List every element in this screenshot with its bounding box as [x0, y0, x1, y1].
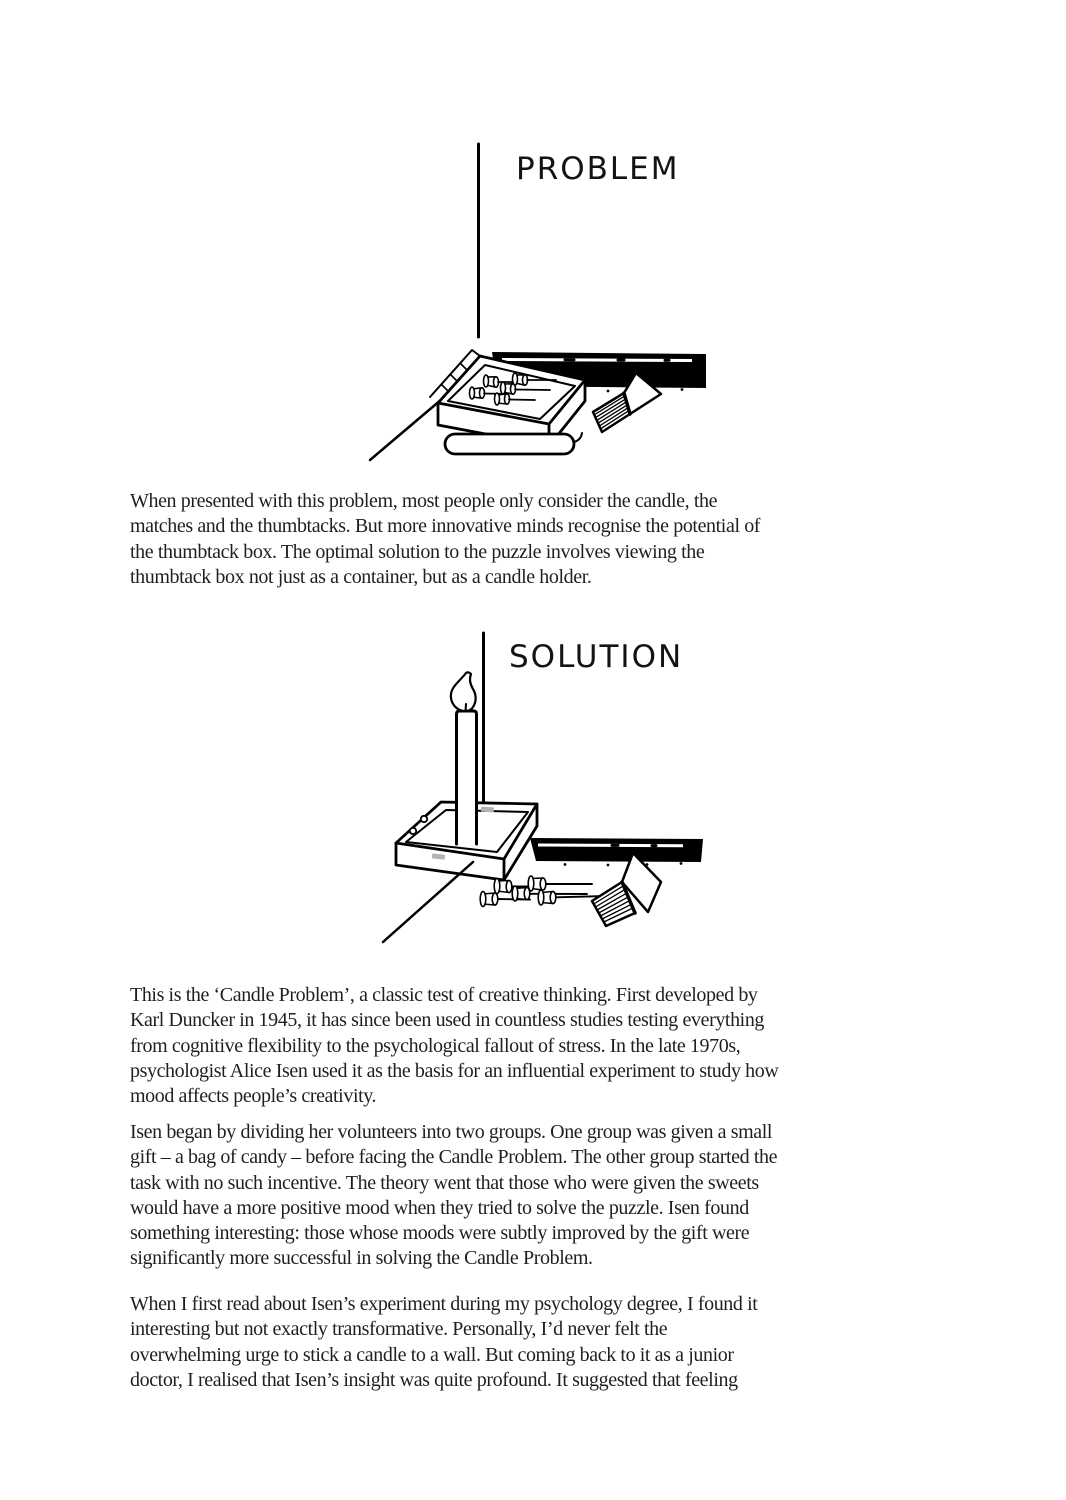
- tack-hole: [410, 828, 416, 834]
- text-line: Karl Duncker in 1945, it has since been used in countless studies testing everything: [130, 1009, 765, 1032]
- paragraph-4: [130, 1292, 946, 1393]
- text-line: overwhelming urge to stick a candle to a wall. But coming back to it as a junior: [130, 1343, 734, 1366]
- problem-figure: [360, 138, 710, 468]
- text-line: When presented with this problem, most people only consider the candle, the: [130, 490, 718, 512]
- text-line: thumbtack box not just as a container, but as a candle holder.: [130, 565, 592, 588]
- text-line: mood affects people’s creativity.: [130, 1085, 377, 1108]
- tack-hole: [421, 816, 427, 822]
- matchbook: [592, 853, 661, 926]
- table-edge-line: [383, 862, 473, 942]
- solution-title: SOLUTION: [509, 639, 684, 675]
- problem-title: PROBLEM: [516, 151, 680, 187]
- text-line: Isen began by dividing her volunteers into two groups. One group was given a small: [130, 1121, 773, 1143]
- text-line: significantly more successful in solving the Candle Problem.: [130, 1247, 593, 1270]
- candle-wick: [574, 433, 582, 442]
- candle-wick: [466, 704, 467, 711]
- table-edge-line: [370, 399, 442, 460]
- text-line: gift – a bag of candy – before facing the Candle Problem. The other group started the: [130, 1146, 778, 1169]
- text-line: This is the ‘Candle Problem’, a classic test of creative thinking. First developed by: [130, 984, 758, 1006]
- text-line: psychologist Alice Isen used it as the basis for an influential experiment to study how: [130, 1059, 779, 1082]
- solution-illustration: [380, 628, 720, 948]
- text-line: something interesting: those whose moods were subtly improved by the gift were: [130, 1222, 750, 1245]
- text-line: task with no such incentive. The theory went that those who were given the sweets: [130, 1171, 759, 1194]
- text-line: would have a more positive mood when they tried to solve the puzzle. Isen found: [130, 1196, 749, 1219]
- text-line: When I first read about Isen’s experiment during my psychology degree, I found it: [130, 1293, 758, 1315]
- text-line: the thumbtack box. The optimal solution to the puzzle involves viewing the: [130, 540, 705, 563]
- text-line: doctor, I realised that Isen’s insight was quite profound. It suggested that feeling: [130, 1368, 738, 1391]
- paragraph-1: [130, 489, 946, 590]
- text-line: matches and the thumbtacks. But more innovative minds recognise the potential of: [130, 515, 761, 538]
- table-edge-shadow: [530, 838, 703, 866]
- paragraph-2: [130, 983, 946, 1109]
- candle-flame: [451, 672, 476, 711]
- text-line: from cognitive flexibility to the psychological fallout of stress. In the late 1970s,: [130, 1034, 741, 1057]
- candle-lying: [445, 433, 582, 454]
- solution-figure: [380, 628, 720, 948]
- tack-head: [481, 807, 494, 813]
- problem-illustration: [360, 138, 710, 468]
- paragraph-3: [130, 1120, 946, 1272]
- text-line: interesting but not exactly transformative. Personally, I’d never felt the: [130, 1318, 668, 1341]
